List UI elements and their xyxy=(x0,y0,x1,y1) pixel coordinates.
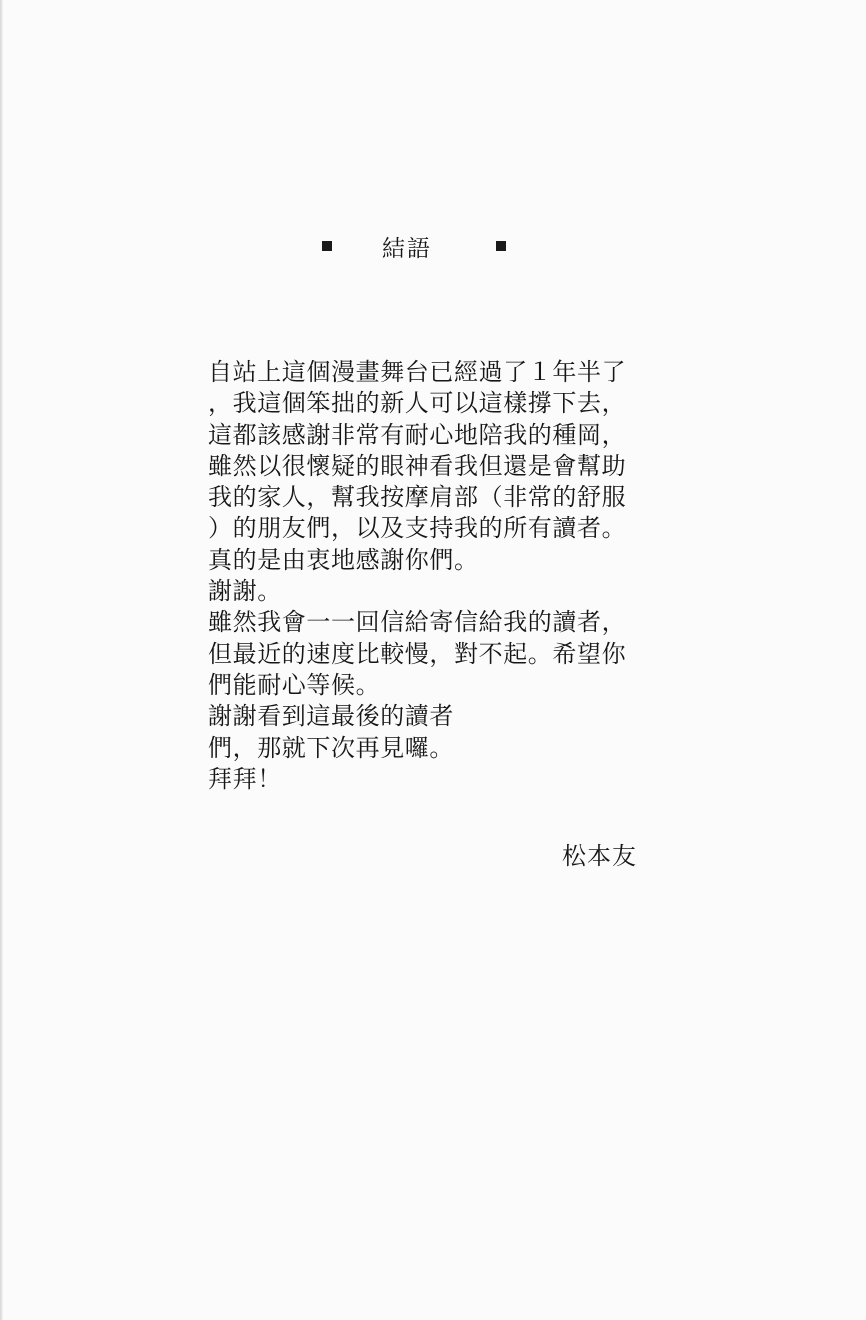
letter-line: 雖然我會一一回信給寄信給我的讀者， xyxy=(208,608,627,637)
letter-line: ，我這個笨拙的新人可以這樣撐下去， xyxy=(208,389,627,418)
author-signature: 松本友 xyxy=(562,842,637,870)
letter-line: 謝謝。 xyxy=(208,577,282,606)
letter-line: 我的家人，幫我按摩肩部（非常的舒服 xyxy=(208,483,627,512)
letter-line: 謝謝看到這最後的讀者 xyxy=(208,702,454,731)
letter-line: 們能耐心等候。 xyxy=(208,670,381,699)
letter-line: 雖然以很懷疑的眼神看我但還是會幫助 xyxy=(208,451,627,480)
afterword-heading xyxy=(316,232,516,266)
page-edge xyxy=(0,0,3,1320)
square-bullet-icon xyxy=(322,241,332,251)
letter-line: ）的朋友們，以及支持我的所有讀者。 xyxy=(208,514,627,543)
letter-line: 這都該感謝非常有耐心地陪我的種岡， xyxy=(208,420,627,449)
heading-title: 結語 xyxy=(382,236,432,262)
letter-line: 自站上這個漫畫舞台已經過了１年半了 xyxy=(208,358,627,386)
square-bullet-icon xyxy=(496,241,506,251)
letter-line: 真的是由衷地感謝你們。 xyxy=(208,545,479,574)
letter-line: 們，那就下次再見囉。 xyxy=(208,733,454,762)
letter-line: 但最近的速度比較慢，對不起。希望你 xyxy=(208,639,627,668)
letter-body xyxy=(208,357,648,795)
letter-line: 拜拜！ xyxy=(208,764,282,793)
